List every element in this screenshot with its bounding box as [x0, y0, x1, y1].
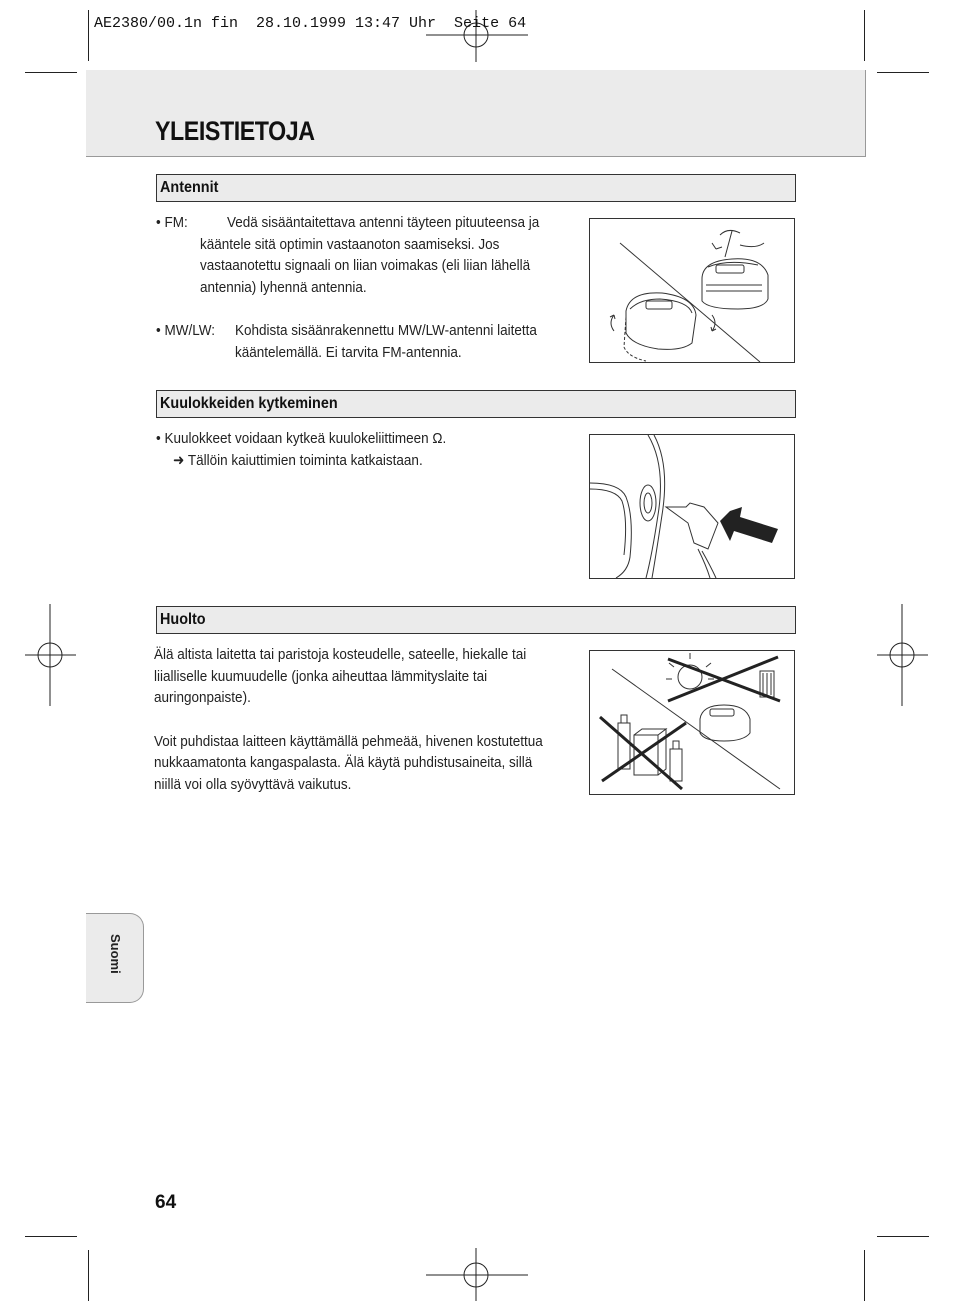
- fm-line-1: Vedä sisääntaitettava antenni täyteen pituuteensa ja: [227, 214, 540, 231]
- page-number: 64: [155, 1192, 177, 1213]
- fm-label: • FM:: [156, 214, 188, 231]
- maintenance-p1-line-2: liialliselle kuumuudelle (jonka aiheuttaa lämmityslaite tai: [154, 667, 488, 685]
- headphones-icon: Ω.: [432, 430, 447, 447]
- maintenance-p1-line-3: auringonpaiste).: [154, 689, 251, 706]
- maintenance-illustration: [589, 650, 795, 795]
- maintenance-p1-line-1: Älä altista laitetta tai paristoja kosteudelle, sateelle, hiekalle tai: [154, 646, 527, 663]
- headphone-jack-illustration: [589, 434, 795, 579]
- headphones-line-2: [173, 450, 423, 472]
- fm-line-4: antennia) lyhennä antennia.: [200, 278, 367, 296]
- mwlw-label: • MW/LW:: [156, 322, 215, 339]
- section-heading-label: Huolto: [160, 611, 206, 628]
- section-heading-antennas: [156, 174, 796, 202]
- section-heading-headphones: [156, 390, 796, 418]
- language-tab-label: Suomi: [108, 934, 123, 974]
- headphones-line-1: [156, 428, 446, 450]
- language-tab: [86, 913, 144, 1003]
- print-header: AE2380/00.1n fin 28.10.1999 13:47 Uhr Seite 64: [94, 15, 527, 32]
- maintenance-p2-line-1: Voit puhdistaa laitteen käyttämällä pehmeää, hivenen kostutettua: [154, 732, 543, 750]
- section-heading-label: Antennit: [160, 179, 219, 196]
- mwlw-line-1: Kohdista sisäänrakennettu MW/LW-antenni laitetta: [235, 322, 537, 339]
- headphones-text: • Kuulokkeet voidaan kytkeä kuulokeliittimeen: [156, 430, 429, 447]
- section-heading-label: Kuulokkeiden kytkeminen: [160, 395, 338, 412]
- fm-line-3: vastaanotettu signaali on liian voimakas (eli liian lähellä: [200, 257, 531, 274]
- fm-line-2: kääntele sitä optimin vastaanoton saamiseksi. Jos: [200, 235, 500, 253]
- mwlw-line-2: kääntelemällä. Ei tarvita FM-antennia.: [235, 343, 462, 361]
- maintenance-p2-line-2: nukkaamatonta kangaspalasta. Älä käytä puhdistusaineita, sillä: [154, 754, 533, 771]
- antenna-illustration: [589, 218, 795, 363]
- page-title: YLEISTIETOJA: [155, 116, 315, 146]
- result-arrow-icon: ➜: [173, 452, 185, 469]
- section-heading-maintenance: [156, 606, 796, 634]
- maintenance-p2-line-3: niillä voi olla syövyttävä vaikutus.: [154, 775, 352, 793]
- headphones-result-text: Tällöin kaiuttimien toiminta katkaistaan.: [187, 452, 423, 469]
